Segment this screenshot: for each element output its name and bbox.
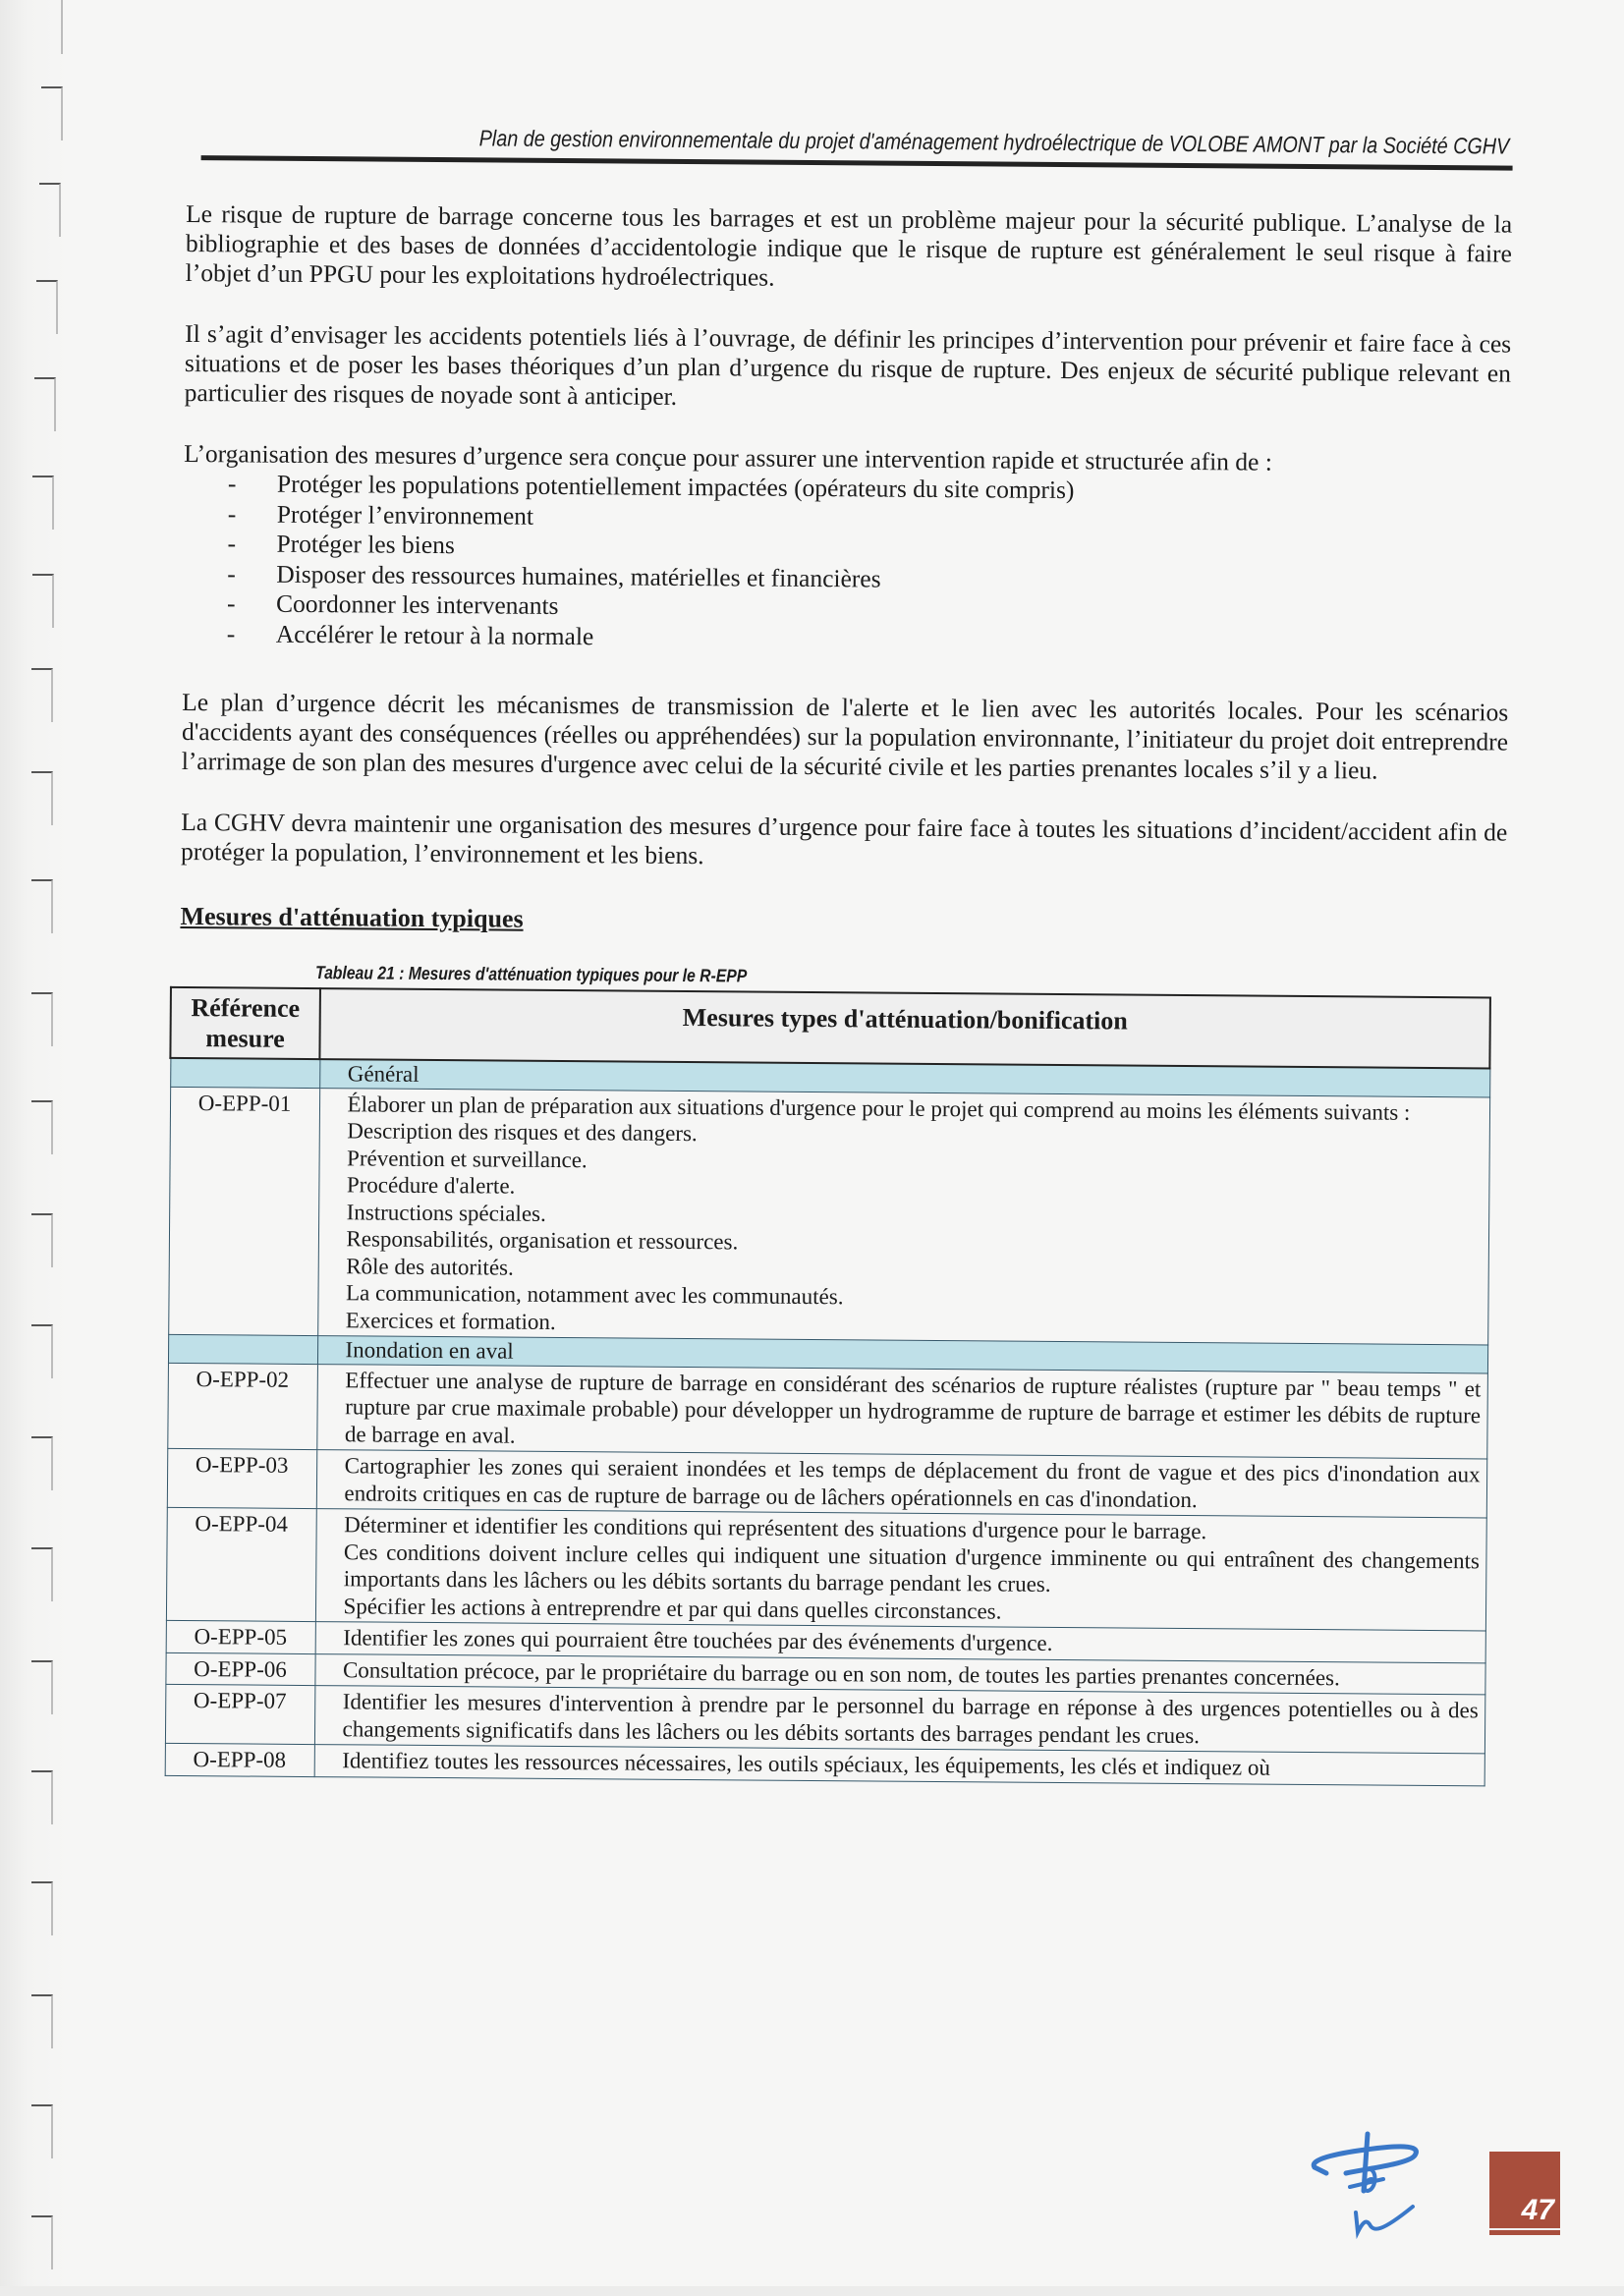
measure-ref: O-EPP-07 xyxy=(165,1684,314,1744)
measures-table xyxy=(164,986,1491,1786)
binding-hole xyxy=(31,1660,53,1714)
dash-bullet: - xyxy=(227,558,236,588)
group-label: Inondation en aval xyxy=(317,1336,1487,1373)
page-number-badge xyxy=(1489,2152,1560,2235)
sub-item: Rôle des autorités. xyxy=(346,1253,514,1280)
list-item: - Coordonner les intervenants xyxy=(226,588,559,620)
signature-icon xyxy=(1307,2130,1444,2248)
list-item: - Accélérer le retour à la normale xyxy=(226,618,594,650)
page-number: 47 xyxy=(1521,2194,1554,2226)
sub-item: Responsabilités, organisation et ressources. xyxy=(346,1226,739,1255)
binding-hole xyxy=(32,476,54,530)
sub-item: Description des risques et des dangers. xyxy=(347,1118,698,1147)
dash-bullet: - xyxy=(227,469,237,498)
binding-hole xyxy=(31,2104,53,2158)
badge-stripe xyxy=(1489,2228,1560,2230)
measure-ref: O-EPP-05 xyxy=(166,1620,315,1653)
measure-ref: O-EPP-08 xyxy=(165,1743,314,1776)
dash-bullet: - xyxy=(227,529,237,558)
binding-hole xyxy=(31,1436,53,1490)
table-row xyxy=(167,1448,1486,1518)
sub-item: Instructions spéciales. xyxy=(346,1199,546,1226)
dash-bullet: - xyxy=(227,498,237,528)
measure-text: Élaborer un plan de préparation aux situations d'urgence pour le projet qui comprend au moins les éléments suivants : Description des risques et des dangers. Prévention et surveillance. Procédure d'alerte. Instructions spéciales. Responsabilités, organisation et ressources. Rôle des autorités. La communication, notamment avec les communautés. Exercices et formation. xyxy=(317,1088,1489,1345)
section-heading: Mesures d'atténuation typiques xyxy=(180,901,524,933)
dash-bullet: - xyxy=(226,618,236,647)
measure-text: Identifier les zones qui pourraient être touchées par des événements d'urgence. xyxy=(315,1622,1485,1663)
measure-text: Déterminer et identifier les conditions qui représentent des situations d'urgence pour le barrage. Ces conditions doivent inclure celles qui indiquent une situation d'urgence imminente ou qui entraînent des changements importants dans les lâchers ou les débits sortants du barrage pendant les crues. Spécifier les actions à entreprendre et par qui dans quelles circonstances. xyxy=(315,1509,1486,1631)
objectives-list xyxy=(183,469,1510,659)
measure-text: Consultation précoce, par le propriétaire du barrage ou en son nom, de toutes les parties prenantes concernées. xyxy=(314,1653,1484,1695)
sub-item: Procédure d'alerte. xyxy=(346,1172,516,1199)
binding-hole xyxy=(41,0,63,54)
table-row xyxy=(167,1363,1487,1459)
binding-hole xyxy=(31,879,53,933)
table-row xyxy=(165,1684,1484,1754)
paragraph-potential-accidents: Il s’agit d’envisager les accidents potentiels liés à l’ouvrage, de définir les principes d’intervention pour prévenir et faire face à ces situations et de poser les bases théoriques d’un plan d’urgence du risque de rupture. Des enjeux de sécurité publique relevant en particulier des risques de noyade sont à anticiper. xyxy=(184,318,1512,411)
list-item: - Protéger les populations potentiellement impactées (opérateurs du site compris) xyxy=(227,469,1075,505)
measure-ref: O-EPP-02 xyxy=(167,1363,317,1450)
sub-item: Prévention et surveillance. xyxy=(347,1145,588,1172)
measure-text: Identifier les mesures d'intervention à prendre par le personnel du barrage en réponse à des urgences potentielles ou à des changements significatifs dans les lâchers ou les débits sortants des barrages pendant les crues. xyxy=(314,1686,1484,1754)
binding-margin xyxy=(0,0,69,2296)
table-header-row xyxy=(170,987,1490,1069)
dash-bullet: - xyxy=(226,588,236,618)
page-bottom-edge xyxy=(0,2286,1624,2296)
binding-hole xyxy=(41,86,63,140)
table-row xyxy=(168,1087,1489,1345)
binding-hole xyxy=(31,1547,53,1601)
header-measures: Mesures types d'atténuation/bonification xyxy=(319,988,1490,1068)
sub-item: Exercices et formation. xyxy=(345,1307,556,1334)
binding-hole xyxy=(31,1324,53,1378)
binding-hole xyxy=(32,574,54,628)
measure-ref: O-EPP-03 xyxy=(167,1448,316,1508)
binding-hole xyxy=(31,668,53,722)
binding-hole xyxy=(31,1994,53,2048)
paragraph-cghv-organisation: La CGHV devra maintenir une organisation des mesures d’urgence pour faire face à toutes les situations d’incident/accident afin de protéger la population, l’environnement et les biens. xyxy=(180,807,1508,870)
table-caption: Tableau 21 : Mesures d'atténuation typiques pour le R-EPP xyxy=(315,962,748,986)
group-label: Général xyxy=(319,1059,1489,1096)
list-item: - Protéger les biens xyxy=(227,529,455,560)
table-row xyxy=(166,1507,1486,1631)
binding-hole xyxy=(31,1770,53,1824)
measure-text: Effectuer une analyse de rupture de barrage en considérant des scénarios de rupture réalistes (rupture par " beau temps " et rupture par crue maximale probable) pour développer un hydrogramme de rupture de barrage et estimer les débits de rupture de barrage en aval. xyxy=(316,1364,1487,1459)
list-item: - Disposer des ressources humaines, matérielles et financières xyxy=(227,558,881,593)
header-reference: Référence mesure xyxy=(170,987,320,1059)
measure-ref: O-EPP-06 xyxy=(165,1652,314,1686)
binding-hole xyxy=(31,771,53,825)
binding-hole xyxy=(39,183,61,237)
measure-text: Identifiez toutes les ressources nécessaires, les outils spéciaux, les équipements, les clés et indiquez où xyxy=(314,1745,1484,1786)
sub-item: La communication, notamment avec les communautés. xyxy=(345,1280,844,1310)
document-page xyxy=(174,108,1513,1786)
binding-hole xyxy=(31,1213,53,1267)
paragraph-dam-risk: Le risque de rupture de barrage concerne tous les barrages et est un problème majeur pour la sécurité publique. L’analyse de la bibliographie et des bases de données d’accidentologie indique que le risque de rupture est généralement le seul risque à faire l’objet d’un PPGU pour les exploitations hydroélectriques. xyxy=(185,198,1513,292)
measure-ref: O-EPP-01 xyxy=(168,1087,319,1336)
binding-hole xyxy=(31,1881,53,1935)
binding-hole xyxy=(31,992,53,1046)
binding-hole xyxy=(31,1100,53,1154)
list-item: - Protéger l’environnement xyxy=(227,498,534,531)
binding-hole xyxy=(34,377,56,431)
measure-ref: O-EPP-04 xyxy=(166,1507,316,1621)
paragraph-emergency-organisation: L’organisation des mesures d’urgence sera conçue pour assurer une intervention rapide et structurée afin de : xyxy=(184,438,1272,476)
running-header: Plan de gestion environnementale du projet d'aménagement hydroélectrique de VOLOBE AMONT par la Société CGHV xyxy=(478,125,1510,159)
binding-hole xyxy=(31,2215,53,2269)
measure-text: Cartographier les zones qui seraient inondées et les temps de déplacement du front de vague et des pics d'inondation aux endroits critiques en cas de rupture de barrage ou de lâchers opérationnels en cas d'inondation. xyxy=(316,1450,1486,1518)
binding-hole xyxy=(36,280,58,334)
paragraph-emergency-plan: Le plan d’urgence décrit les mécanismes de transmission de l'alerte et le lien avec les autorités locales. Pour les scénarios d'accidents ayant des conséquences (réelles ou appréhendées) sur la population environnante, l’initiateur du projet doit entreprendre l’arrimage de son plan des mesures d'urgence avec celui de la sécurité civile et les parties prenantes locales s’il y a lieu. xyxy=(181,687,1509,785)
